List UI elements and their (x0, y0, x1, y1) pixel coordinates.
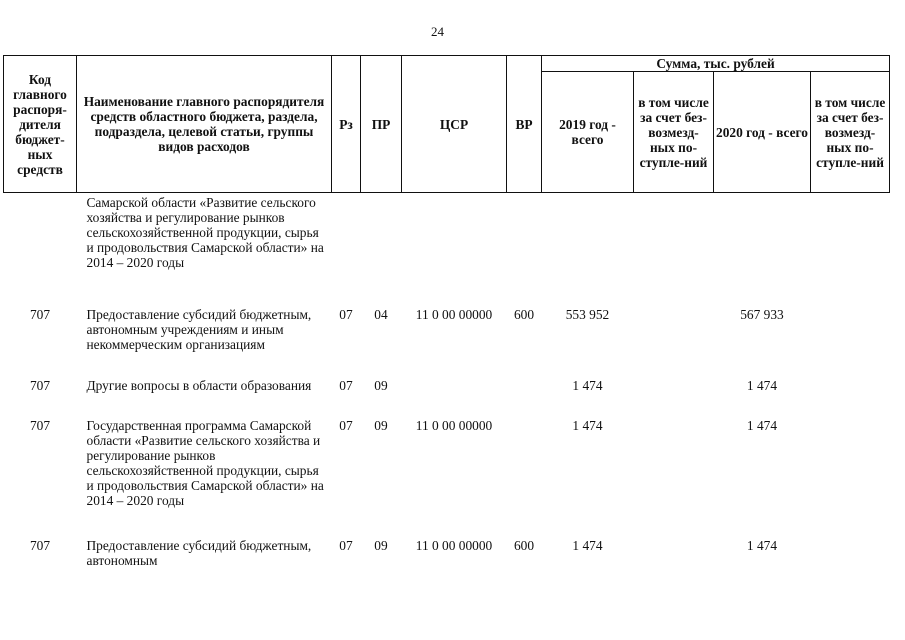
cell-2019-total: 553 952 (565, 307, 610, 322)
cell-2019-free (634, 298, 714, 370)
cell-name: Предоставление субсидий бюджетным, автономным (86, 538, 312, 568)
header-csr: ЦСР (402, 56, 507, 193)
cell-rz: 07 (339, 538, 353, 553)
cell-pr: 09 (374, 378, 388, 393)
cell-code: 707 (29, 307, 51, 322)
cell-2019-total: 1 474 (572, 418, 603, 433)
cell-name: Предоставление субсидий бюджетным, автономным учреждениям и иным некоммерческим организациям (86, 307, 312, 352)
cell-2020-total: 1 474 (746, 378, 778, 393)
cell-vr: 600 (513, 538, 535, 553)
table-row (4, 370, 890, 410)
cell-2019-free (634, 193, 714, 299)
budget-table (3, 55, 890, 568)
cell-2019-free (634, 370, 714, 410)
cell-name: Самарской области «Развитие сельского хозяйства и регулирование рынков сельскохозяйственной продукции, сырья и продовольствия Самарской области» на 2014 – 2020 годы (86, 195, 324, 270)
header-2019-free: в том числе за счет без-возмезд-ных по-ступле-ний (634, 72, 714, 193)
cell-code: 707 (29, 378, 51, 393)
header-pr: ПР (361, 56, 402, 193)
header-code: Код главного распоря-дителя бюджет-ных средств (4, 56, 77, 193)
cell-rz: 07 (339, 418, 353, 433)
header-2019-total: 2019 год - всего (542, 72, 634, 193)
cell-pr (361, 193, 402, 299)
cell-2020-free (811, 298, 890, 370)
cell-2019-free (634, 529, 714, 568)
cell-2020-free (811, 410, 890, 529)
cell-2020-total: 1 474 (746, 418, 778, 433)
cell-rz: 07 (339, 378, 353, 393)
cell-2019-free (634, 410, 714, 529)
cell-2020-free (811, 193, 890, 299)
header-name: Наименование главного распорядителя средств областного бюджета, раздела, подраздела, целевой статьи, группы видов расходов (77, 56, 332, 193)
cell-rz (332, 193, 361, 299)
header-2020-total: 2020 год - всего (714, 72, 811, 193)
cell-code: 707 (29, 418, 51, 433)
cell-name: Государственная программа Самарской области «Развитие сельского хозяйства и регулирование рынков сельскохозяйственной продукции, сырья и продовольствия Самарской области» на 2014 – 2020 годы (86, 418, 324, 508)
table-row (4, 193, 890, 299)
cell-csr: 11 0 00 00000 (415, 418, 493, 433)
cell-name: Другие вопросы в области образования (86, 378, 312, 393)
cell-2020-total (714, 193, 811, 299)
cell-2019-total: 1 474 (572, 538, 603, 553)
header-rz: Рз (332, 56, 361, 193)
cell-2019-total: 1 474 (572, 378, 603, 393)
table-row (4, 529, 890, 568)
cell-code: 707 (29, 538, 51, 553)
cell-csr: 11 0 00 00000 (415, 538, 493, 553)
cell-2020-total: 1 474 (746, 538, 778, 553)
cell-2020-free (811, 529, 890, 568)
cell-vr: 600 (513, 307, 535, 322)
cell-pr: 09 (374, 538, 388, 553)
table-row (4, 410, 890, 529)
cell-csr (402, 193, 507, 299)
cell-pr: 09 (374, 418, 388, 433)
cell-pr: 04 (374, 307, 388, 322)
cell-2019-total (542, 193, 634, 299)
header-sum: Сумма, тыс. рублей (542, 56, 890, 72)
cell-2020-free (811, 370, 890, 410)
cell-vr (507, 193, 542, 299)
table-row (4, 298, 890, 370)
header-2020-free: в том числе за счет без-возмезд-ных по-ступле-ний (811, 72, 890, 193)
table-body (4, 193, 890, 569)
cell-rz: 07 (339, 307, 353, 322)
cell-2020-total: 567 933 (740, 307, 784, 322)
table-header (4, 56, 890, 193)
header-vr: ВР (507, 56, 542, 193)
cell-csr (402, 370, 507, 410)
cell-csr: 11 0 00 00000 (415, 307, 493, 322)
cell-vr (507, 370, 542, 410)
cell-code (4, 193, 77, 299)
cell-vr (507, 410, 542, 529)
page-number: 24 (431, 24, 444, 39)
